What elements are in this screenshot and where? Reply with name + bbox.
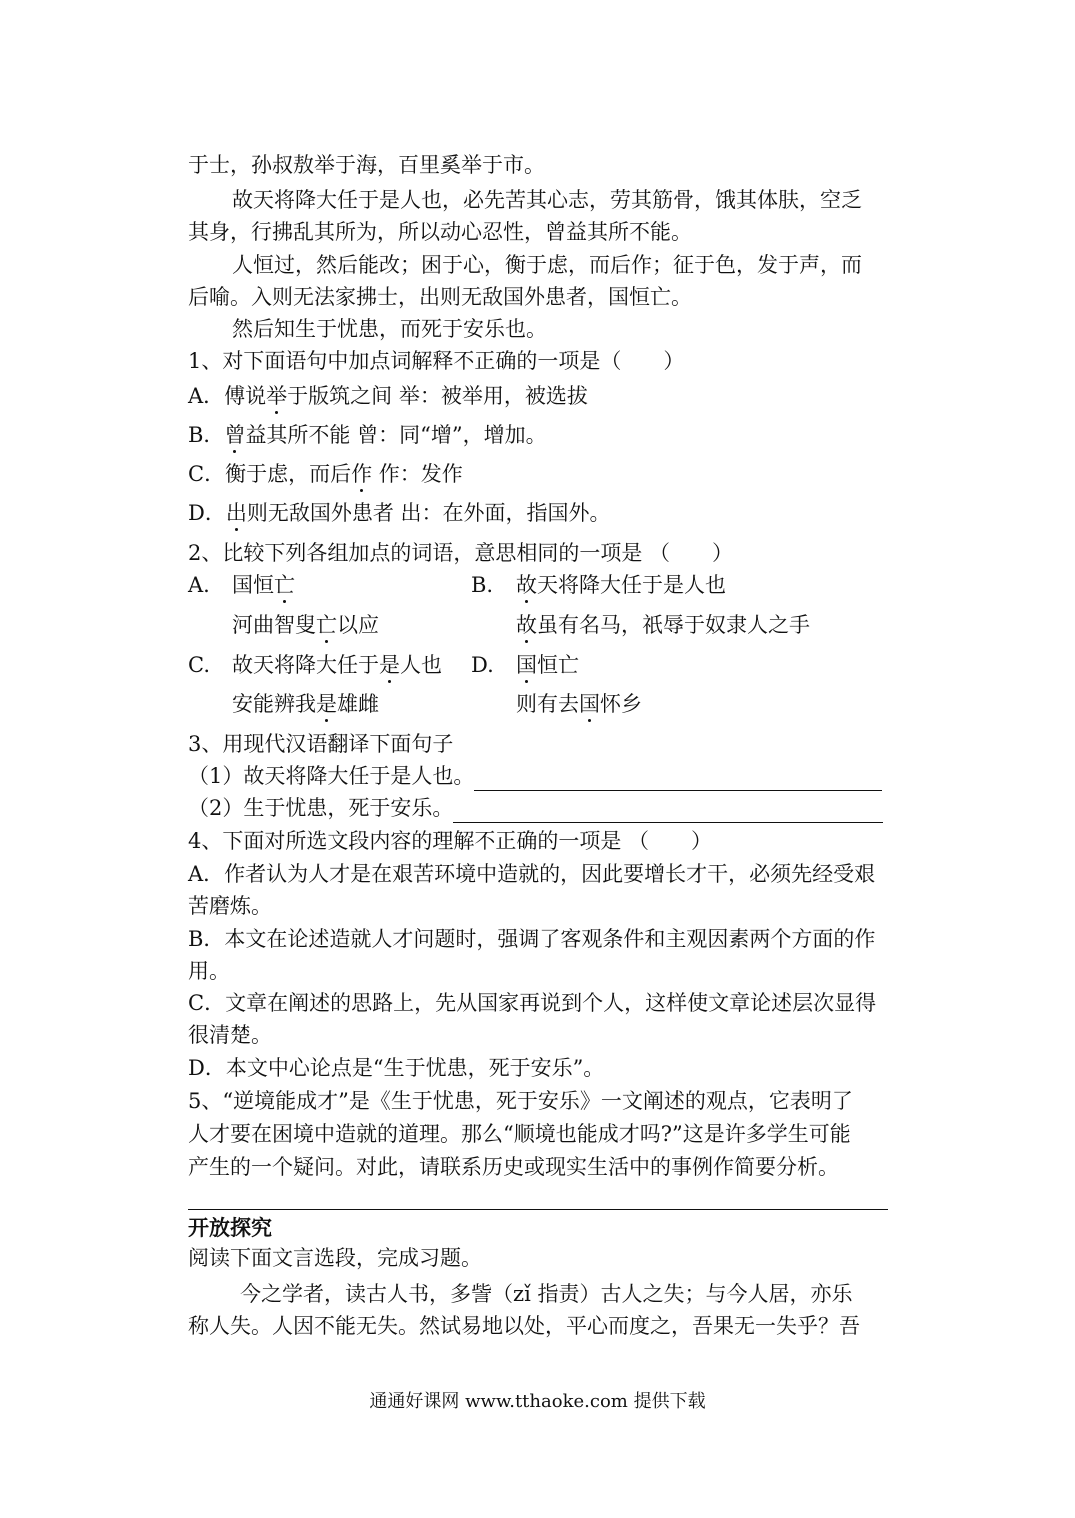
passage-line: 后喻。入则无法家拂士，出则无敌国外患者，国恒亡。 [188,285,692,309]
question-1-option-c: C．衡于虑，而后作 作：发作 [188,462,463,486]
dotted-word: 是 [316,692,337,716]
dotted-word: 举 [266,384,288,408]
passage-line: 于士，孙叔敖举于海，百里奚举于市。 [188,153,545,177]
page-footer: 通通好课网 www.tthaoke.com 提供下载 [369,1391,706,1412]
dotted-word: 作 [351,462,373,486]
question-4-stem: 4、下面对所选文段内容的理解不正确的一项是 （ ） [188,829,713,853]
answer-blank[interactable] [453,796,883,823]
dotted-word: 亡 [274,573,295,597]
section-heading: 开放探究 [188,1215,272,1240]
question-5-line: 人才要在困境中造就的道理。那么“顺境也能成才吗?”这是许多学生可能 [188,1122,851,1146]
question-2-option-b-line1: 故天将降大任于是人也 [516,573,726,597]
dotted-word: 故 [516,613,537,637]
question-5-line: 5、“逆境能成才”是《生于忧患，死于安乐》一文阐述的观点，它表明了 [188,1089,853,1113]
question-4-option-d: D．本文中心论点是“生于忧患，死于安乐”。 [188,1056,605,1080]
dotted-word: 曾 [224,423,246,447]
passage-line: 其身，行拂乱其所为，所以动心忍性，曾益其所不能。 [188,220,692,244]
question-1-stem: 1、对下面语句中加点词解释不正确的一项是（ ） [188,349,685,373]
question-2-option-c-line1: 故天将降大任于是人也 [232,653,442,677]
question-4-option-a: A．作者认为人才是在艰苦环境中造就的，因此要增长才干，必须先经受艰 [188,862,876,886]
passage-line: 然后知生于忧患，而死于安乐也。 [232,317,547,341]
question-2-option-a-line1: 国恒亡 [232,573,295,597]
passage-line: 故天将降大任于是人也，必先苦其心志，劳其筋骨，饿其体肤，空乏 [232,188,862,212]
question-2-option-d-line2: 则有去国怀乡 [516,692,642,716]
dotted-word: 国 [579,692,600,716]
dotted-word: 故 [516,573,537,597]
question-2-label-a: A. [188,573,210,597]
answer-blank[interactable] [474,764,882,791]
question-4-option-b-cont: 用。 [188,959,230,983]
dotted-word: 国 [516,653,537,677]
question-5-line: 产生的一个疑问。对此，请联系历史或现实生活中的事例作简要分析。 [188,1155,839,1179]
question-2-option-d-line1: 国恒亡 [516,653,579,677]
passage-line: 人恒过，然后能改；困于心，衡于虑，而后作；征于色，发于声，而 [232,253,862,277]
question-2-option-a-line2: 河曲智叟亡以应 [232,613,379,637]
question-3-sentence-1: （1）故天将降大任于是人也。 [188,761,882,791]
dotted-word: 亡 [316,613,337,637]
question-1-option-b: B．曾益其所不能 曾：同“增”，增加。 [188,423,547,447]
question-3-stem: 3、用现代汉语翻译下面句子 [188,732,454,756]
question-1-option-d: D．出则无敌国外患者 出：在外面，指国外。 [188,501,611,525]
dotted-word: 是 [379,653,400,677]
question-4-option-c: C．文章在阐述的思路上，先从国家再说到个人，这样使文章论述层次显得 [188,991,877,1015]
excerpt-line: 今之学者，读古人书，多訾（zǐ 指责）古人之失；与今人居，亦乐 [240,1282,853,1306]
question-2-label-c: C. [188,653,210,677]
section-instruction: 阅读下面文言选段，完成习题。 [188,1246,482,1270]
section-divider [188,1209,888,1210]
question-4-option-a-cont: 苦磨炼。 [188,894,272,918]
dotted-word: 出 [225,501,247,525]
question-2-label-b: B. [471,573,494,597]
question-4-option-b: B．本文在论述造就人才问题时，强调了客观条件和主观因素两个方面的作 [188,927,876,951]
question-3-sentence-2: （2）生于忧患，死于安乐。 [188,793,883,823]
question-2-stem: 2、比较下列各组加点的词语，意思相同的一项是 （ ） [188,541,734,565]
question-2-label-d: D. [471,653,494,677]
question-4-option-c-cont: 很清楚。 [188,1023,272,1047]
excerpt-line: 称人失。人因不能无失。然试易地以处，平心而度之，吾果无一失乎？吾 [188,1314,860,1338]
question-2-option-b-line2: 故虽有名马，祇辱于奴隶人之手 [516,613,810,637]
question-2-option-c-line2: 安能辨我是雄雌 [232,692,379,716]
question-1-option-a: A．傅说举于版筑之间 举：被举用，被选拔 [188,384,588,408]
